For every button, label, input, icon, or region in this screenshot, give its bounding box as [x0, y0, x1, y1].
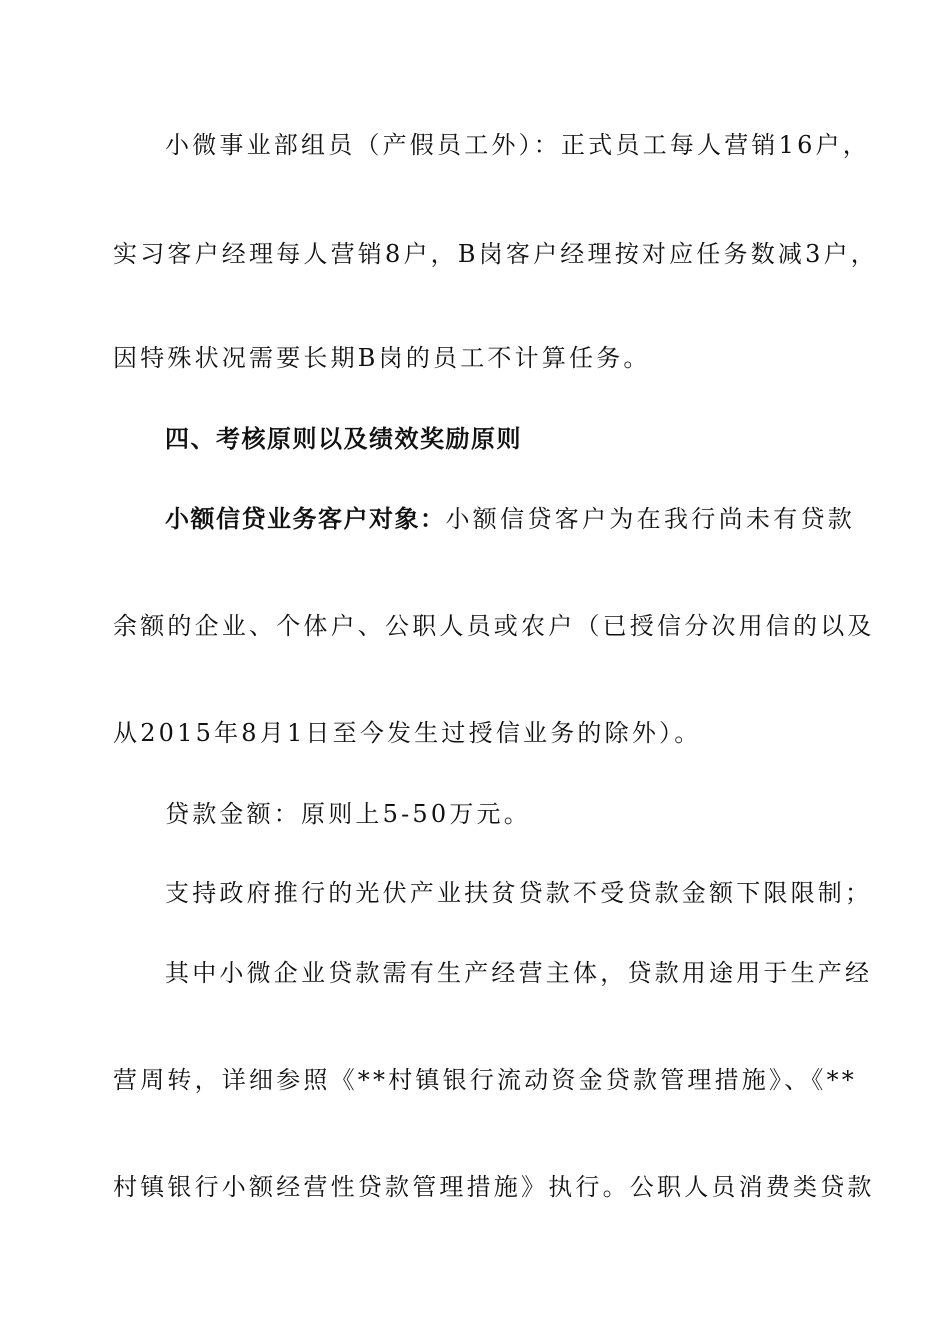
paragraph-line-12: 村镇银行小额经营性贷款管理措施》执行。公职人员消费类贷款 — [113, 1173, 875, 1201]
paragraph-line-10: 其中小微企业贷款需有生产经营主体，贷款用途用于生产经 — [165, 959, 873, 987]
paragraph-line-1: 小微事业部组员（产假员工外）：正式员工每人营销16户， — [165, 131, 870, 159]
paragraph-line-7: 从2015年8月1日至今发生过授信业务的除外）。 — [113, 719, 702, 747]
paragraph-line-3: 因特殊状况需要长期B岗的员工不计算任务。 — [113, 344, 651, 372]
paragraph-line-11: 营周转，详细参照《**村镇银行流动资金贷款管理措施》、《** — [113, 1066, 857, 1094]
customer-target-text: 小额信贷客户为在我行尚未有贷款 — [445, 505, 855, 533]
pv-support-line: 支持政府推行的光伏产业扶贫贷款不受贷款金额下限限制； — [165, 879, 873, 907]
paragraph-line-6: 余额的企业、个体户、公职人员或农户（已授信分次用信的以及 — [113, 612, 875, 640]
paragraph-line-5 — [165, 502, 855, 536]
section-heading: 四、考核原则以及绩效奖励原则 — [165, 425, 522, 453]
loan-amount-line: 贷款金额：原则上5-50万元。 — [165, 800, 531, 828]
paragraph-line-2: 实习客户经理每人营销8户，B岗客户经理按对应任务数减3户， — [113, 240, 878, 268]
customer-target-label: 小额信贷业务客户对象： — [165, 505, 446, 533]
